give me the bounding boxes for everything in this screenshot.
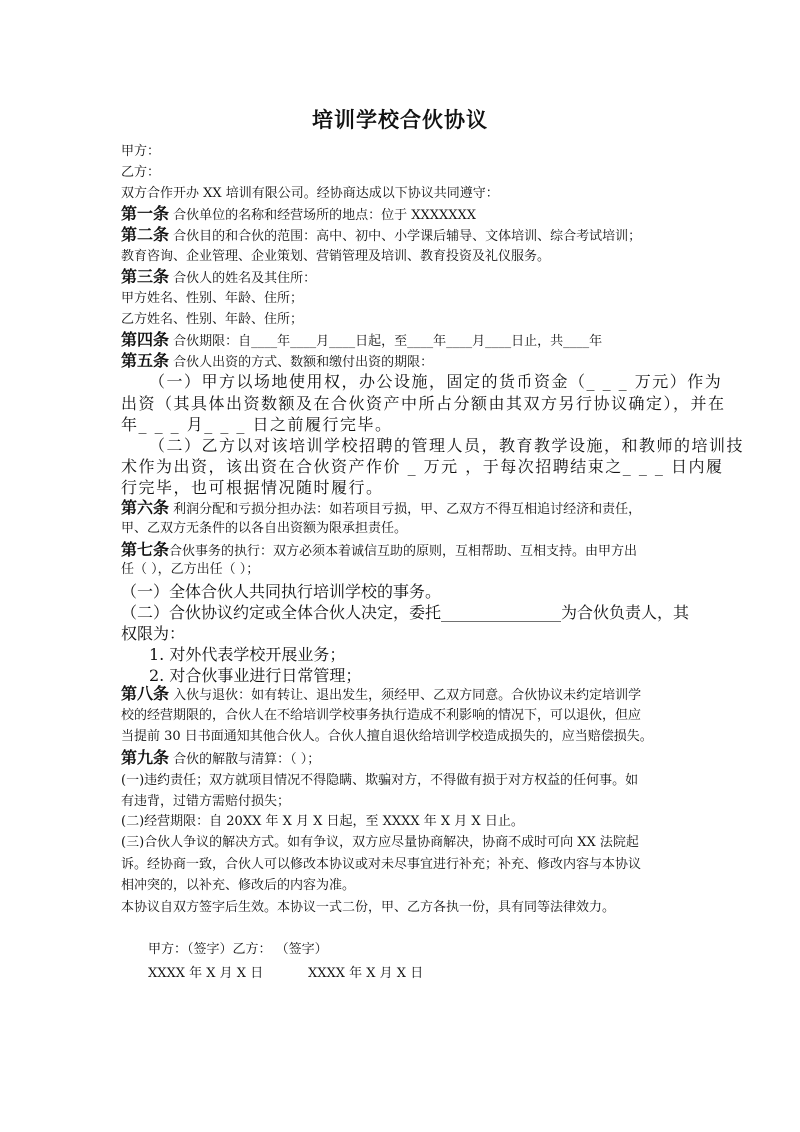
- text-line: [121, 414, 393, 436]
- text-line: [121, 813, 524, 831]
- article-line: [121, 749, 320, 769]
- article-heading: 第九条: [121, 748, 170, 767]
- line-text: 甲、乙双方无条件的以各自出资额为限承担责任。: [121, 521, 408, 536]
- text-line: [121, 520, 407, 538]
- line-text: 合伙人的姓名及其住所：: [169, 271, 317, 286]
- article-heading: 第六条: [121, 498, 170, 517]
- text-line: [121, 290, 303, 308]
- signature-date-a: XXXX 年 X 月 X 日: [148, 966, 264, 981]
- line-text: 相冲突的，以补充、修改后的内容为准。: [121, 878, 356, 893]
- text-line: [121, 456, 724, 478]
- line-text: 入伙与退伙：如有转让、退出发生，须经甲、乙双方同意。合伙协议未约定培训学: [169, 688, 642, 703]
- line-text: （二）合伙协议约定或全体合伙人决定，委托_______________为合伙负责人，其: [121, 603, 690, 622]
- line-text: 甲方姓名、性别、年龄、住所；: [121, 291, 304, 306]
- line-text: 有违背，过错方需赔付损失；: [121, 794, 291, 809]
- text-line: [121, 793, 290, 811]
- text-line: [121, 602, 689, 624]
- line-text: 权限为：: [121, 624, 186, 643]
- line-text: 诉。经协商一致，合伙人可以修改本协议或对未尽事宜进行补充；补充、修改内容与本协议: [121, 857, 642, 872]
- text-line: [149, 665, 361, 687]
- line-text: 合伙事务的执行：双方必须本着诚信互助的原则，互相帮助、互相支持。由甲方出: [169, 544, 638, 559]
- text-line: [121, 185, 499, 203]
- text-line: [121, 311, 303, 329]
- line-text: 2. 对合伙事业进行日常管理；: [149, 666, 362, 685]
- text-line: [121, 899, 615, 917]
- line-text: 乙方：: [121, 165, 161, 180]
- text-line: [149, 435, 744, 457]
- line-text: 任（ ），乙方出任（ ）；: [121, 562, 260, 577]
- line-text: 合伙人出资的方式、数额和缴付出资的期限：: [169, 355, 434, 370]
- article-heading: 第五条: [121, 351, 170, 370]
- line-text: （一）全体合伙人共同执行培训学校的事务。: [121, 582, 442, 601]
- article-heading: 第三条: [121, 267, 170, 286]
- line-text: 乙方姓名、性别、年龄、住所；: [121, 312, 304, 327]
- line-text: 合伙单位的名称和经营场所的地点：位于 XXXXXXX: [169, 208, 477, 223]
- article-heading: 第七条: [121, 540, 170, 559]
- line-text: 年_ _ _ 月_ _ _ 日之前履行完毕。: [121, 415, 393, 434]
- text-line: [121, 772, 638, 790]
- line-text: 合伙的解散与清算：（ ）；: [169, 752, 321, 767]
- text-line: [121, 707, 641, 725]
- line-text: 行完毕，也可根据情况随时履行。: [121, 478, 384, 497]
- article-line: [121, 268, 316, 288]
- text-line: [149, 371, 722, 393]
- article-heading: 第八条: [121, 684, 170, 703]
- line-text: (一)违约责任；双方就项目情况不得隐瞒、欺骗对方，不得做有损于对方权益的任何事。如: [121, 773, 639, 788]
- line-text: 甲方：: [121, 144, 161, 159]
- line-text: 当提前 30 日书面通知其他合伙人。合伙人擅自退伙给培训学校造成损失的，应当赔偿损失。: [121, 729, 653, 744]
- line-text: 合伙目的和合伙的范围：高中、初中、小学课后辅导、文体培训、综合考试培训；: [169, 229, 642, 244]
- line-text: (二)经营期限：自 20XX 年 X 月 X 日起，至 XXXX 年 X 月 X 日止。: [121, 814, 524, 829]
- signature-date-b: XXXX 年 X 月 X 日: [308, 966, 424, 981]
- text-line: [121, 248, 550, 266]
- article-line: [121, 352, 433, 372]
- document-title: 培训学校合伙协议: [312, 107, 488, 132]
- text-line: [121, 856, 641, 874]
- text-line: [121, 164, 160, 182]
- line-text: 出资（其具体出资数额及在合伙资产中所占分额由其双方另行协议确定），并在: [121, 394, 726, 413]
- article-line: [121, 331, 602, 351]
- line-text: （二）乙方以对该培训学校招聘的管理人员，教育教学设施，和教师的培训技: [149, 436, 745, 455]
- article-line: [121, 499, 641, 519]
- text-line: [121, 561, 259, 579]
- text-line: [121, 877, 355, 895]
- text-line: [149, 644, 345, 666]
- line-text: 利润分配和亏损分担办法：如若项目亏损，甲、乙双方不得互相追讨经济和责任，: [169, 502, 642, 517]
- line-text: 合伙期限：自____年____月____日起，至____年____月____日止，共____年: [169, 334, 603, 349]
- line-text: （一）甲方以场地使用权，办公设施，固定的货币资金（_ _ _ 万元）作为: [149, 372, 723, 391]
- line-text: 本协议自双方签字后生效。本协议一式二份，甲、乙方各执一份，具有同等法律效力。: [121, 900, 616, 915]
- signature-line: 甲方：（签字）乙方： （签字）: [148, 942, 328, 957]
- article-line: [121, 685, 641, 705]
- line-text: (三)合伙人争议的解决方式。如有争议，双方应尽量协商解决，协商不成时可向 XX 法院起: [121, 835, 639, 850]
- text-line: [121, 477, 384, 499]
- article-line: [121, 541, 637, 561]
- line-text: 术作为出资，该出资在合伙资产作价 _ 万元 ，于每次招聘结束之_ _ _ 日内履: [121, 457, 724, 476]
- article-line: [121, 205, 476, 225]
- line-text: 双方合作开办 XX 培训有限公司。经协商达成以下协议共同遵守：: [121, 186, 499, 201]
- line-text: 1. 对外代表学校开展业务；: [149, 645, 346, 664]
- text-line: [121, 393, 726, 415]
- text-line: [121, 834, 639, 852]
- article-heading: 第一条: [121, 204, 170, 223]
- line-text: 校的经营期限的，合伙人在不给培训学校事务执行造成不利影响的情况下，可以退伙，但应: [121, 708, 642, 723]
- text-line: [121, 143, 160, 161]
- article-heading: 第二条: [121, 225, 170, 244]
- article-heading: 第四条: [121, 330, 170, 349]
- text-line: [121, 728, 653, 746]
- text-line: [121, 623, 185, 645]
- article-line: [121, 226, 641, 246]
- line-text: 教育咨询、企业管理、企业策划、营销管理及培训、教育投资及礼仪服务。: [121, 249, 551, 264]
- text-line: [121, 581, 441, 603]
